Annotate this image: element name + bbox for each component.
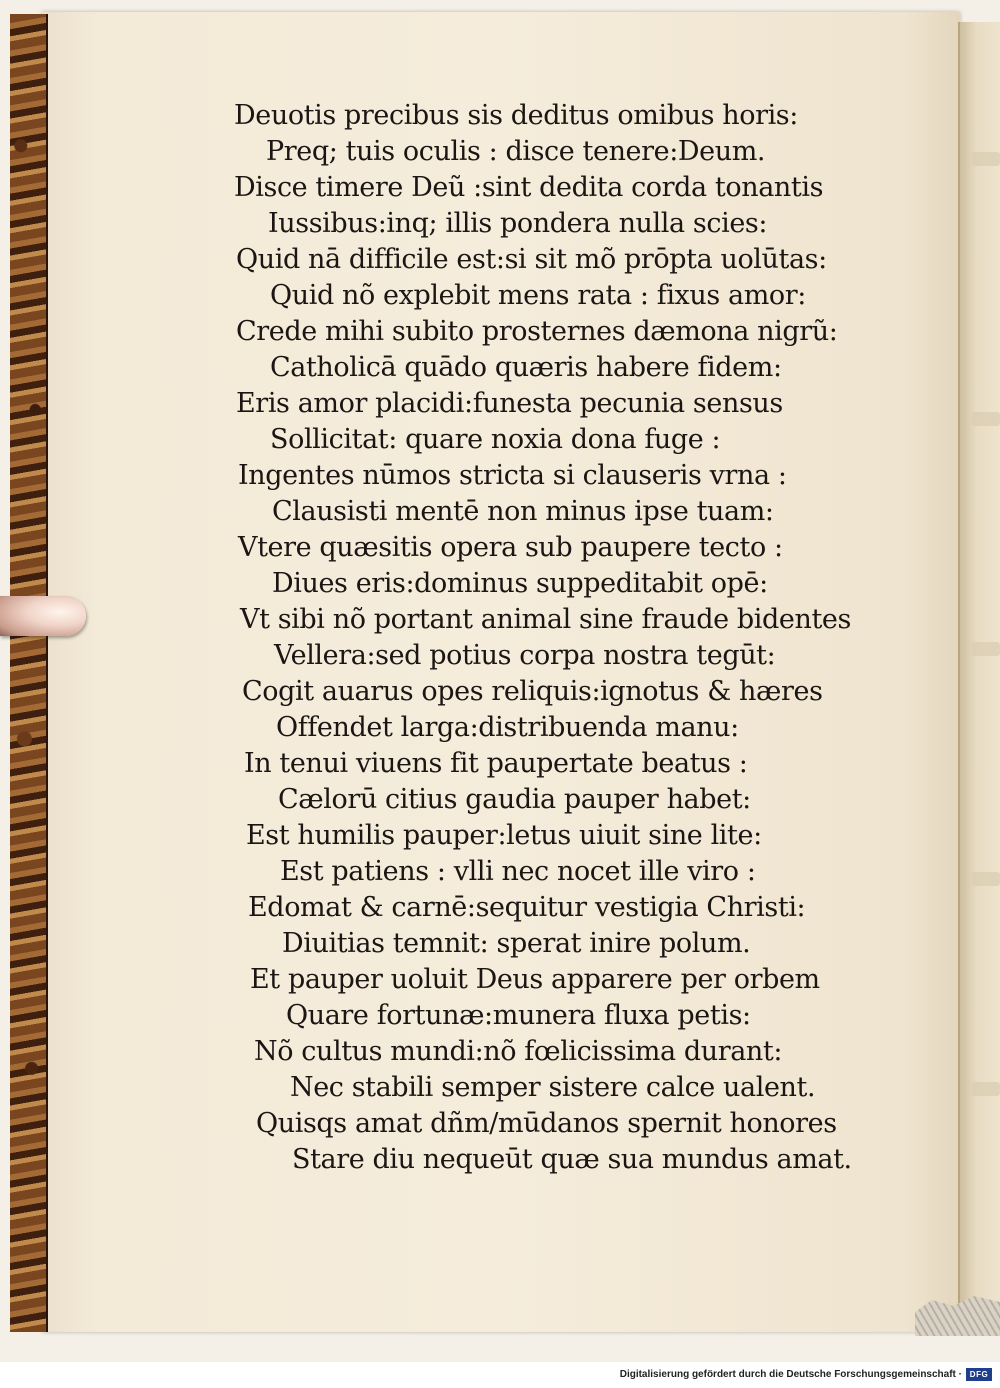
bleed-through-mark (972, 1082, 1000, 1096)
poem-line: Ingentes nūmos stricta si clauseris vrna : (238, 460, 787, 491)
poem-line: Est patiens : vlli nec nocet ille viro : (280, 856, 756, 887)
poem-line: Cogit auarus opes reliquis:ignotus & hæres (242, 676, 823, 707)
poem-line: Et pauper uoluit Deus apparere per orbem (250, 964, 820, 995)
poem-line: Catholicā quādo quæris habere fidem: (270, 352, 782, 383)
dfg-logo: DFG (966, 1368, 992, 1381)
page-clip-tab (0, 596, 86, 636)
poem-line: Stare diu nequeūt quæ sua mundus amat. (292, 1144, 852, 1175)
facing-page-edge (958, 22, 1000, 1322)
poem-line: Diues eris:dominus suppeditabit opē: (272, 568, 768, 599)
poem-line: In tenui viuens fit paupertate beatus : (244, 748, 748, 779)
poem-line: Quisqs amat dñm/mūdanos spernit honores (256, 1108, 837, 1139)
poem-line: Disce timere Deũ :sint dedita corda tonantis (234, 172, 824, 203)
digitization-footer (0, 1362, 1000, 1388)
poem-line: Preq; tuis oculis : disce tenere:Deum. (266, 136, 766, 167)
poem-line: Sollicitat: quare noxia dona fuge : (270, 424, 721, 455)
poem-line: Vtere quæsitis opera sub paupere tecto : (238, 532, 783, 563)
poem-line: Nõ cultus mundi:nõ fœlicissima durant: (254, 1036, 783, 1067)
poem-line: Clausisti mentē non minus ipse tuam: (272, 496, 774, 527)
poem-line: Est humilis pauper:letus uiuit sine lite: (246, 820, 762, 851)
bleed-through-mark (972, 642, 1000, 656)
bleed-through-mark (972, 152, 1000, 166)
poem-line: Crede mihi subito prosternes dæmona nigrũ: (236, 316, 838, 347)
bleed-through-mark (972, 412, 1000, 426)
poem-line: Offendet larga:distribuenda manu: (276, 712, 739, 743)
poem-line: Quare fortunæ:munera fluxa petis: (286, 1000, 751, 1031)
poem-text-block (42, 12, 960, 1332)
paper-page (42, 12, 960, 1332)
poem-line: Cælorū citius gaudia pauper habet: (278, 784, 751, 815)
poem-line: Quid nõ explebit mens rata : fixus amor: (270, 280, 806, 311)
marbled-binding-edge (10, 14, 48, 1332)
poem-line: Nec stabili semper sistere calce ualent. (290, 1072, 816, 1103)
poem-line: Deuotis precibus sis deditus omibus horis: (234, 100, 798, 131)
poem-line: Quid nā difficile est:si sit mõ prōpta uolūtas: (236, 244, 827, 275)
bleed-through-mark (972, 872, 1000, 886)
poem-line: Diuitias temnit: sperat inire polum. (282, 928, 751, 959)
poem-line: Vt sibi nõ portant animal sine fraude bidentes (240, 604, 851, 635)
funding-credit: Digitalisierung gefördert durch die Deutsche Forschungsgemeinschaft · (619, 1369, 962, 1380)
poem-line: Vellera:sed potius corpa nostra tegūt: (274, 640, 776, 671)
poem-line: Eris amor placidi:funesta pecunia sensus (236, 388, 783, 419)
poem-line: Iussibus:inq; illis pondera nulla scies: (268, 208, 768, 239)
poem-line: Edomat & carnē:sequitur vestigia Christi: (248, 892, 806, 923)
